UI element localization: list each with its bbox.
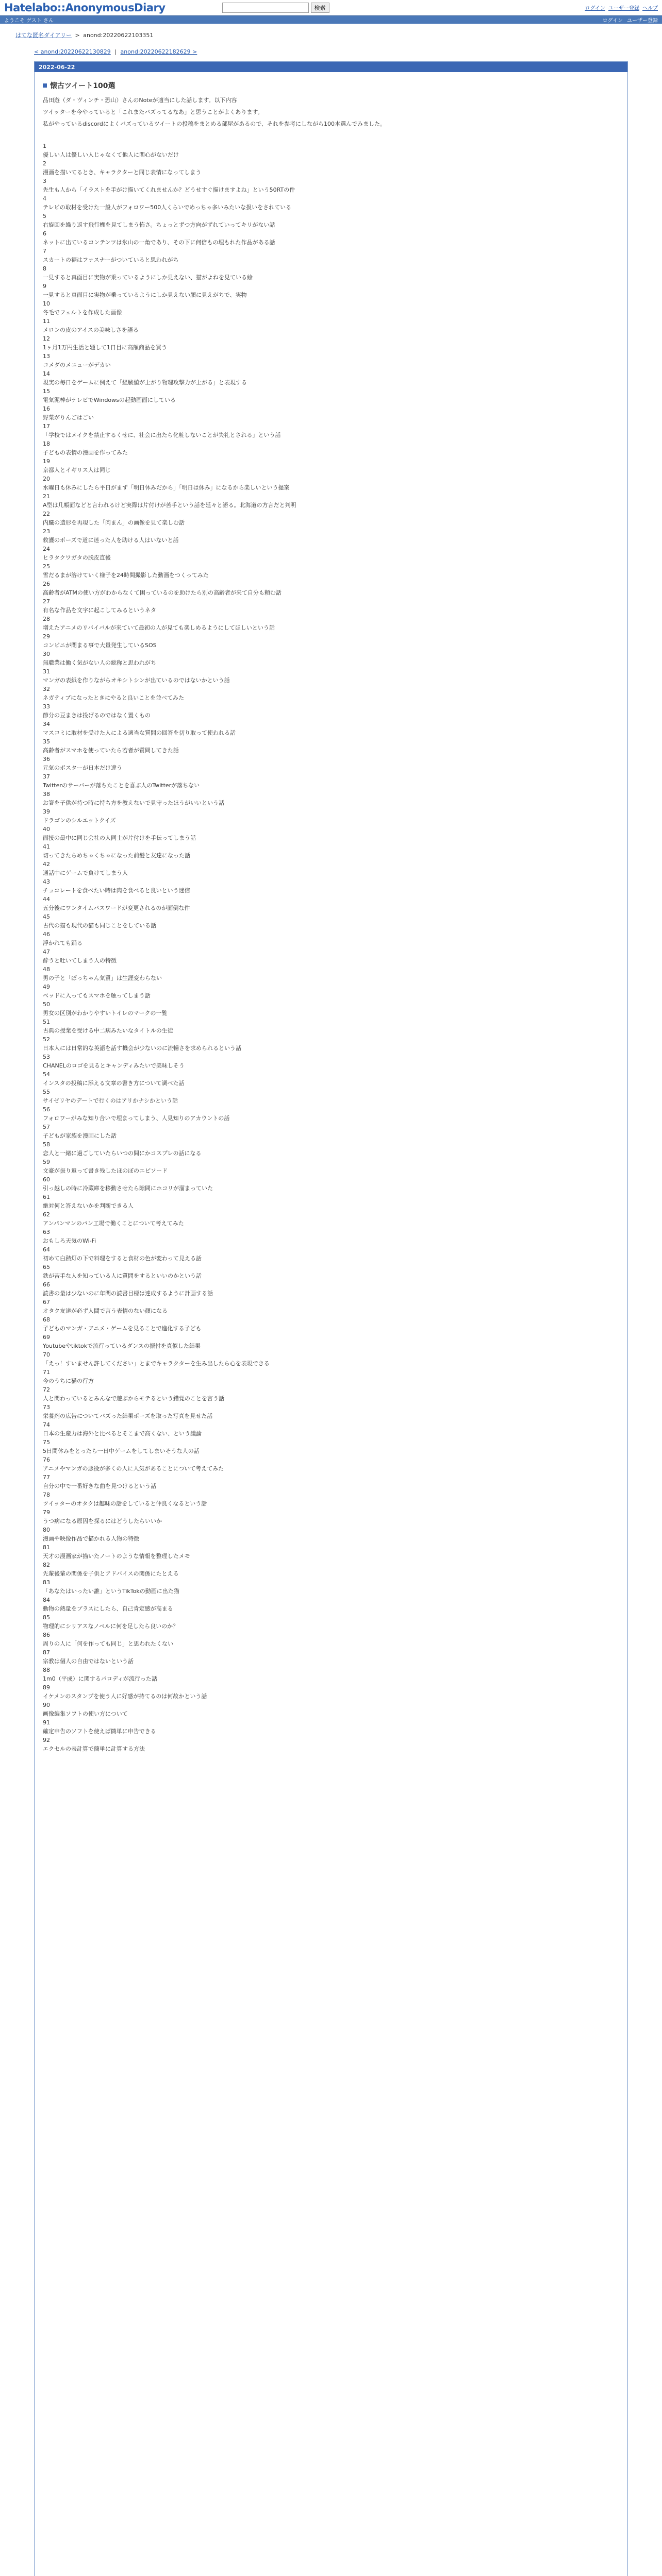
list-item-text: 冬毛でフェルトを作成した画像 [43,309,122,316]
list-item-number: 18 [43,440,50,447]
list-item-number: 30 [43,651,50,657]
list-item-text: ドラゴンのシルエットクイズ [43,817,116,824]
list-item-number: 77 [43,1474,50,1481]
list-item-text: 画像編集ソフトの使い方について [43,1710,128,1717]
list-item-text: インスタの投稿に添える文章の書き方について調べた話 [43,1080,185,1087]
list-item-number: 14 [43,370,50,377]
list-item-number: 40 [43,826,50,833]
list-item-text: 内臓の造形を再現した「肉まん」の画像を見て楽しむ話 [43,519,185,526]
list-item-number: 46 [43,931,50,938]
list-item-number: 58 [43,1141,50,1148]
list-item-text: 右旋回を繰り返す飛行機を見てしまう怖さ。ちょっとずつ方向がずれていってキリがない話 [43,222,275,228]
logo-sub: AnonymousDiary [65,1,166,14]
list-item-text: 「学校ではメイクを禁止するくせに、社会に出たら化粧しないことが失礼とされる」という話 [43,432,281,438]
list-item-text: マンガの表紙を作りながらオキシトシンが出ているのではないかという話 [43,677,230,684]
list-item-text: 漫画を描いてるとき、キャラクターと同じ表情になってしまう [43,169,202,176]
list-item-text: 通話中にゲームで負けてしまう人 [43,870,128,876]
subbar-register-link[interactable]: ユーザー登録 [627,18,658,24]
list-item-number: 68 [43,1316,50,1323]
list-item-text: 一見すると真面目に実物が乗っているようにしか見えない、猫がよねを見ている絵 [43,274,253,281]
list-item-number: 47 [43,948,50,955]
list-item-text: 5日間休みをとったら一日中ゲームをしてしまいそうな人の話 [43,1448,200,1454]
list-item-number: 19 [43,458,50,465]
list-item-text: 日本の生産力は海外と比べるとそこまで高くない、という議論 [43,1430,202,1437]
list-item-number: 12 [43,335,50,342]
site-logo[interactable] [4,2,166,14]
list-item-text: 優しい人は優しい人じゃなくて他人に関心がないだけ [43,151,179,158]
site-header [0,0,662,15]
list-item-number: 4 [43,195,46,202]
list-item-text: 救護のポーズで道に迷った人を助ける人はいないと話 [43,537,179,544]
top-link-register[interactable]: ユーザー登録 [608,6,639,11]
list-item-text: フォロワーがみな知り合いで埋まってしまう、人見知りのアカウントの話 [43,1115,230,1122]
next-entry-link[interactable]: anond:20220622182629 > [120,48,197,55]
list-item-number: 7 [43,248,46,255]
list-item-text: 節分の豆まきは投げるのではなく置くもの [43,712,151,719]
list-item-number: 13 [43,353,50,360]
list-item-text: 元気のポスターが日本だけ違う [43,765,122,771]
list-item-number: 43 [43,878,50,885]
list-item-text: 鉄が苦手な人を知っている人に質問をするといいのかという話 [43,1273,202,1279]
list-item-text: 面接の最中に同じ会社の人同士が片付けを手伝ってしまう話 [43,835,196,841]
list-item-text: 子どもの表情の漫画を作ってみた [43,449,128,456]
list-item-text: 子どもが家族を漫画にした話 [43,1132,117,1139]
list-item-number: 69 [43,1334,50,1341]
list-item-number: 25 [43,563,50,570]
list-item-number: 35 [43,738,50,745]
top-links [585,4,658,11]
list-item-text: 自分の中で一番好きな曲を見つけるという話 [43,1483,156,1489]
list-item-text: 雪だるまが溶けていく様子を24時間撮影した動画をつくってみた [43,572,209,579]
list-item-text: 1m0（平成）に関するパロディが流行った話 [43,1675,157,1682]
list-item-number: 32 [43,686,50,692]
list-item-text: メロンの皮のアイスの美味しさを語る [43,327,139,333]
list-item-number: 91 [43,1719,50,1726]
list-item-text: 一見すると真面目に実物が乗っているようにしか見えない顔に見えがちで、実物 [43,292,247,298]
list-item-text: スカートの裾はファスナーがついていると思われがち [43,257,179,263]
list-item-text: 水曜日も休みにしたら平日がまず「明日休みだから」「明日は休み」になるから楽しいという提案 [43,484,290,491]
top-link-login[interactable]: ログイン [585,6,605,11]
list-item-number: 11 [43,318,50,325]
list-item-number: 6 [43,230,46,237]
list-item-text: 文豪が振り返って書き残したほのぼのエピソード [43,1167,168,1174]
list-item-number: 17 [43,423,50,430]
list-item-number: 80 [43,1527,50,1533]
list-item-text: アンパンマンのパン工場で働くことについて考えてみた [43,1220,184,1227]
pager-separator: | [114,48,117,55]
list-item-text: ネットに出ているコンテンツは氷山の一角であり、その下に何倍もの埋もれた作品がある話 [43,239,275,246]
entry-pager [0,39,662,55]
list-item-text: 「えっ！すいません許してください」とまでキャラクターを生み出したら心を表現できる [43,1360,270,1367]
list-item-text: 物理的にシリアスなノベルに何を足したら良いのか？ [43,1623,179,1630]
breadcrumb [0,24,662,39]
list-item-text: 子どものマンガ・アニメ・ゲームを見ることで進化する子ども [43,1325,202,1332]
list-item-number: 88 [43,1667,50,1673]
logo-sep: :: [57,1,65,14]
list-item-text: 動物の熱量をプラスにしたら、自己肯定感が高まる [43,1605,173,1612]
list-item-text: 男の子と「ぼっちゃん気質」は生涯変わらない [43,975,162,981]
list-item-number: 74 [43,1421,50,1428]
list-item-text: 浮かれても踊る [43,940,82,946]
list-item-text: 絶対何と答えないかを判断できる人 [43,1202,134,1209]
list-item-number: 63 [43,1229,50,1235]
list-item-number: 83 [43,1579,50,1586]
list-item-text: 先生も人から「イラストを手がけ描いてくれませんか？どうせすぐ描けますよね」という50RTの件 [43,187,295,193]
list-item-text: 漫画や映像作品で描かれる人物の特徴 [43,1535,139,1542]
entry-list [43,142,619,1753]
list-item-text: Youtubeやtiktokで流行っているダンスの振付を真似した結果 [43,1343,201,1349]
breadcrumb-separator: > [75,32,80,39]
list-item-number: 31 [43,668,50,675]
list-item-number: 3 [43,178,46,184]
entry-title[interactable]: 懐古ツイート100選 [50,82,115,90]
list-item-number: 78 [43,1492,50,1498]
list-item-number: 36 [43,756,50,762]
list-item-number: 92 [43,1737,50,1743]
list-item-number: 57 [43,1124,50,1130]
list-item-number: 48 [43,966,50,973]
list-item-text: 酔うと吐いてしまう人の特徴 [43,957,117,964]
list-item-number: 56 [43,1106,50,1113]
list-item-number: 85 [43,1614,50,1621]
list-item-text: 無職業は働く気がない人の総称と思われがち [43,659,156,666]
list-item-text: 野菜がりんごはごい [43,414,94,421]
intro-line: 品田遊（ダ・ヴィンチ・恐山）さんのNoteが適当にした話します。以下内容 [43,97,237,104]
list-item-number: 24 [43,546,50,552]
search-input[interactable] [222,3,309,13]
subbar-login-link[interactable]: ログイン [602,18,623,24]
list-item-number: 41 [43,843,50,850]
list-item-number: 37 [43,773,50,780]
list-item-number: 79 [43,1509,50,1516]
list-item-number: 73 [43,1404,50,1411]
list-item-text: 1ヶ月1万円生活と題して1日目に高額商品を買う [43,344,167,351]
list-item-text: 「あなたはいったい誰」というTikTokの動画に出た猫 [43,1588,179,1595]
square-bullet-icon [43,83,47,88]
breadcrumb-current: anond:20220622103351 [83,32,154,39]
list-item-text: 増えたアニメのリバイバルが来ていて最初の人が見ても楽しめるようにしてほしいという話 [43,624,275,631]
list-item-number: 39 [43,808,50,815]
list-item-number: 82 [43,1562,50,1568]
list-item-number: 90 [43,1702,50,1708]
list-item-number: 23 [43,528,50,535]
list-item-text: マスコミに取材を受けた人による適当な質問の回答を切り取って使われる話 [43,730,236,736]
list-item-number: 71 [43,1369,50,1376]
list-item-number: 28 [43,616,50,622]
list-item-text: 宗教は個人の自由ではないという話 [43,1658,134,1665]
list-item-text: 有名な作品を文字に起こしてみるというネタ [43,607,156,614]
list-item-number: 44 [43,896,50,903]
list-item-text: 日本人には日常的な英語を話す機会が少ないのに流暢さを求められるという話 [43,1045,241,1052]
list-item-number: 89 [43,1684,50,1691]
list-item-text: サイゼリヤのデートで行くのはアリかナシかという話 [43,1097,178,1104]
list-item-text: ヒラタクワガタの脱皮直後 [43,554,111,561]
list-item-text: Twitterのサーバーが落ちたことを喜ぶ人のTwitterが落ちない [43,782,200,789]
list-item-text: 男女の区別がわかりやすいトイレのマークの一覧 [43,1010,168,1016]
entry-intro [43,96,619,128]
list-item-number: 84 [43,1597,50,1603]
list-item-text: ネガティブになったときにやると良いことを並べてみた [43,694,185,701]
list-item-number: 70 [43,1351,50,1358]
list-item-number: 5 [43,213,46,219]
list-item-text: 先輩後輩の関係を子供とアドバイスの関係にたとえる [43,1570,179,1577]
user-bar [0,15,662,24]
list-item-number: 15 [43,388,50,395]
list-item-number: 38 [43,791,50,798]
list-item-text: ベッドに入ってもスマホを触ってしまう話 [43,992,151,999]
list-item-text: 栄養剤の広告についてバズった結果ポーズを取った写真を見せた話 [43,1413,213,1419]
entry [35,72,627,1753]
list-item-number: 66 [43,1281,50,1288]
list-item-number: 26 [43,581,50,587]
list-item-number: 2 [43,160,46,167]
day-header [35,62,627,72]
list-item-text: ツイッターのオタクは趣味の話をしていると仲良くなるという話 [43,1500,207,1507]
list-item-number: 54 [43,1071,50,1078]
list-item-text: うつ病になる原因を探るにはどうしたらいいか [43,1518,162,1524]
list-item-number: 72 [43,1386,50,1393]
list-item-text: 確定申告のソフトを使えば簡単に申告できる [43,1728,156,1735]
list-item-text: チョコレートを食べたい時は肉を食べると良いという迷信 [43,887,190,894]
list-item-text: イケメンのスタンプを使う人に好感が持てるのは何故かという話 [43,1693,207,1700]
list-item-text: コンビニが閉まる事で大量発生しているSOS [43,642,157,649]
list-item-text: 今のうちに猫の行方 [43,1378,94,1384]
list-item-text: 切ってきたらめちゃくちゃになった前髪と友達になった話 [43,852,190,859]
list-item-text: 京都人とイギリス人は同じ [43,467,111,473]
list-item-number: 75 [43,1439,50,1446]
list-item-text: 電気泥棒がテレビでWindowsの起動画面にしている [43,397,176,403]
list-item-number: 10 [43,300,50,307]
list-item-text: 初めて白熱灯の下で料理をすると食材の色が変わって見える話 [43,1255,202,1262]
entry-title-row [43,80,619,91]
list-item-number: 21 [43,493,50,500]
list-item-text: オタク友達が必ず人間で言う表情のない顔になる [43,1308,168,1314]
list-item-text: 人と関わっているとみんなで遊ぶからモテるという錯覚のことを言う話 [43,1395,224,1402]
list-item-text: 高齢者がスマホを使っていたら若者が質問してきた話 [43,747,179,754]
breadcrumb-home[interactable]: はてな匿名ダイアリー [15,32,72,39]
list-item-number: 59 [43,1159,50,1165]
list-item-number: 67 [43,1299,50,1306]
list-item-text: アニメやマンガの悪役が多くの人に人気があることについて考えてみた [43,1465,224,1472]
list-item-text: 高齢者がATMの使い方がわからなくて困っているのを助けたら別の高齢者が来て自分も頼む話 [43,589,282,596]
list-item-text: A型は几帳面などと言われるけど実際は片付けが苦手という話を延々と語る。北海道の方言だと判明 [43,502,296,509]
list-item-number: 27 [43,598,50,605]
list-item-number: 62 [43,1211,50,1218]
list-item-text: テレビの取材を受けた一般人がフォロワー500人くらいでめっちゃ多いみたいな扱いをされている [43,204,292,211]
list-item-number: 50 [43,1001,50,1008]
intro-line: 私がやっているdiscordによくバズっているツイートの投稿をまとめる部屋があるので、それを参考にしながら100本選んでみました。 [43,121,386,127]
list-item-text: おもしろ天気のWi-Fi [43,1238,96,1244]
list-item-number: 9 [43,283,46,290]
list-item-text: 古代の猫も現代の猫も同じことをしている話 [43,922,156,929]
list-item-number: 42 [43,861,50,868]
search-form [222,3,329,13]
day-date: 2022-06-22 [39,64,75,71]
list-item-text: 五分後にワンタイムパスワードが変更されるのが面倒な件 [43,905,190,911]
list-item-number: 33 [43,703,50,710]
list-item-number: 55 [43,1089,50,1095]
list-item-number: 16 [43,405,50,412]
list-item-number: 8 [43,265,46,272]
list-item-number: 1 [43,143,46,149]
list-item-number: 61 [43,1194,50,1200]
list-item-number: 81 [43,1544,50,1551]
welcome-text: ようこそ ゲスト さん [4,18,54,24]
list-item-number: 22 [43,511,50,517]
list-item-text: 現実の毎日をゲームに例えて「経験値が上がり物理攻撃力が上がる」と表現する [43,379,247,386]
list-item-number: 52 [43,1036,50,1043]
list-item-number: 64 [43,1246,50,1253]
list-item-number: 87 [43,1649,50,1656]
list-item-number: 51 [43,1019,50,1025]
list-item-text: 周りの人に「何を作っても同じ」と思われたくない [43,1640,173,1647]
list-item-text: 恋人と一緒に過ごしていたらいつの間にかコスプレの話になる [43,1150,202,1157]
list-item-text: 天才の漫画家が描いたノートのような情報を整理したメモ [43,1553,190,1560]
list-item-number: 29 [43,633,50,640]
list-item-text: 古典の授業を受ける中二病みたいなタイトルの生徒 [43,1027,173,1034]
top-link-help[interactable]: ヘルプ [642,6,658,11]
list-item-number: 65 [43,1264,50,1270]
intro-line: ツイッターを今やっていると「これまたバズってるなあ」と思うことがよくあります。 [43,109,263,115]
list-item-number: 60 [43,1176,50,1183]
list-item-text: エクセルの表計算で簡単に計算する方法 [43,1745,145,1752]
search-button[interactable]: 検索 [311,3,329,13]
list-item-number: 20 [43,476,50,482]
list-item-text: お箸を子供が持つ時に持ち方を教えないで見守ったほうがいいという話 [43,800,224,806]
prev-entry-link[interactable]: < anond:20220622130829 [34,48,111,55]
list-item-text: 引っ越しの時に冷蔵庫を移動させたら隙間にホコリが溜まっていた [43,1185,213,1192]
list-item-number: 34 [43,721,50,727]
list-item-text: 読書の量は少ないのに年間の読書目標は達成するように計画する話 [43,1290,213,1297]
list-item-number: 53 [43,1054,50,1060]
list-item-text: CHANELのロゴを見るとキャンディみたいで美味しそう [43,1062,185,1069]
day-section [34,61,628,2576]
list-item-text: コメダのメニューがデカい [43,362,111,368]
list-item-number: 86 [43,1632,50,1638]
list-item-number: 45 [43,913,50,920]
logo-main: Hatelabo [4,1,57,14]
list-item-number: 76 [43,1456,50,1463]
list-item-number: 49 [43,984,50,990]
